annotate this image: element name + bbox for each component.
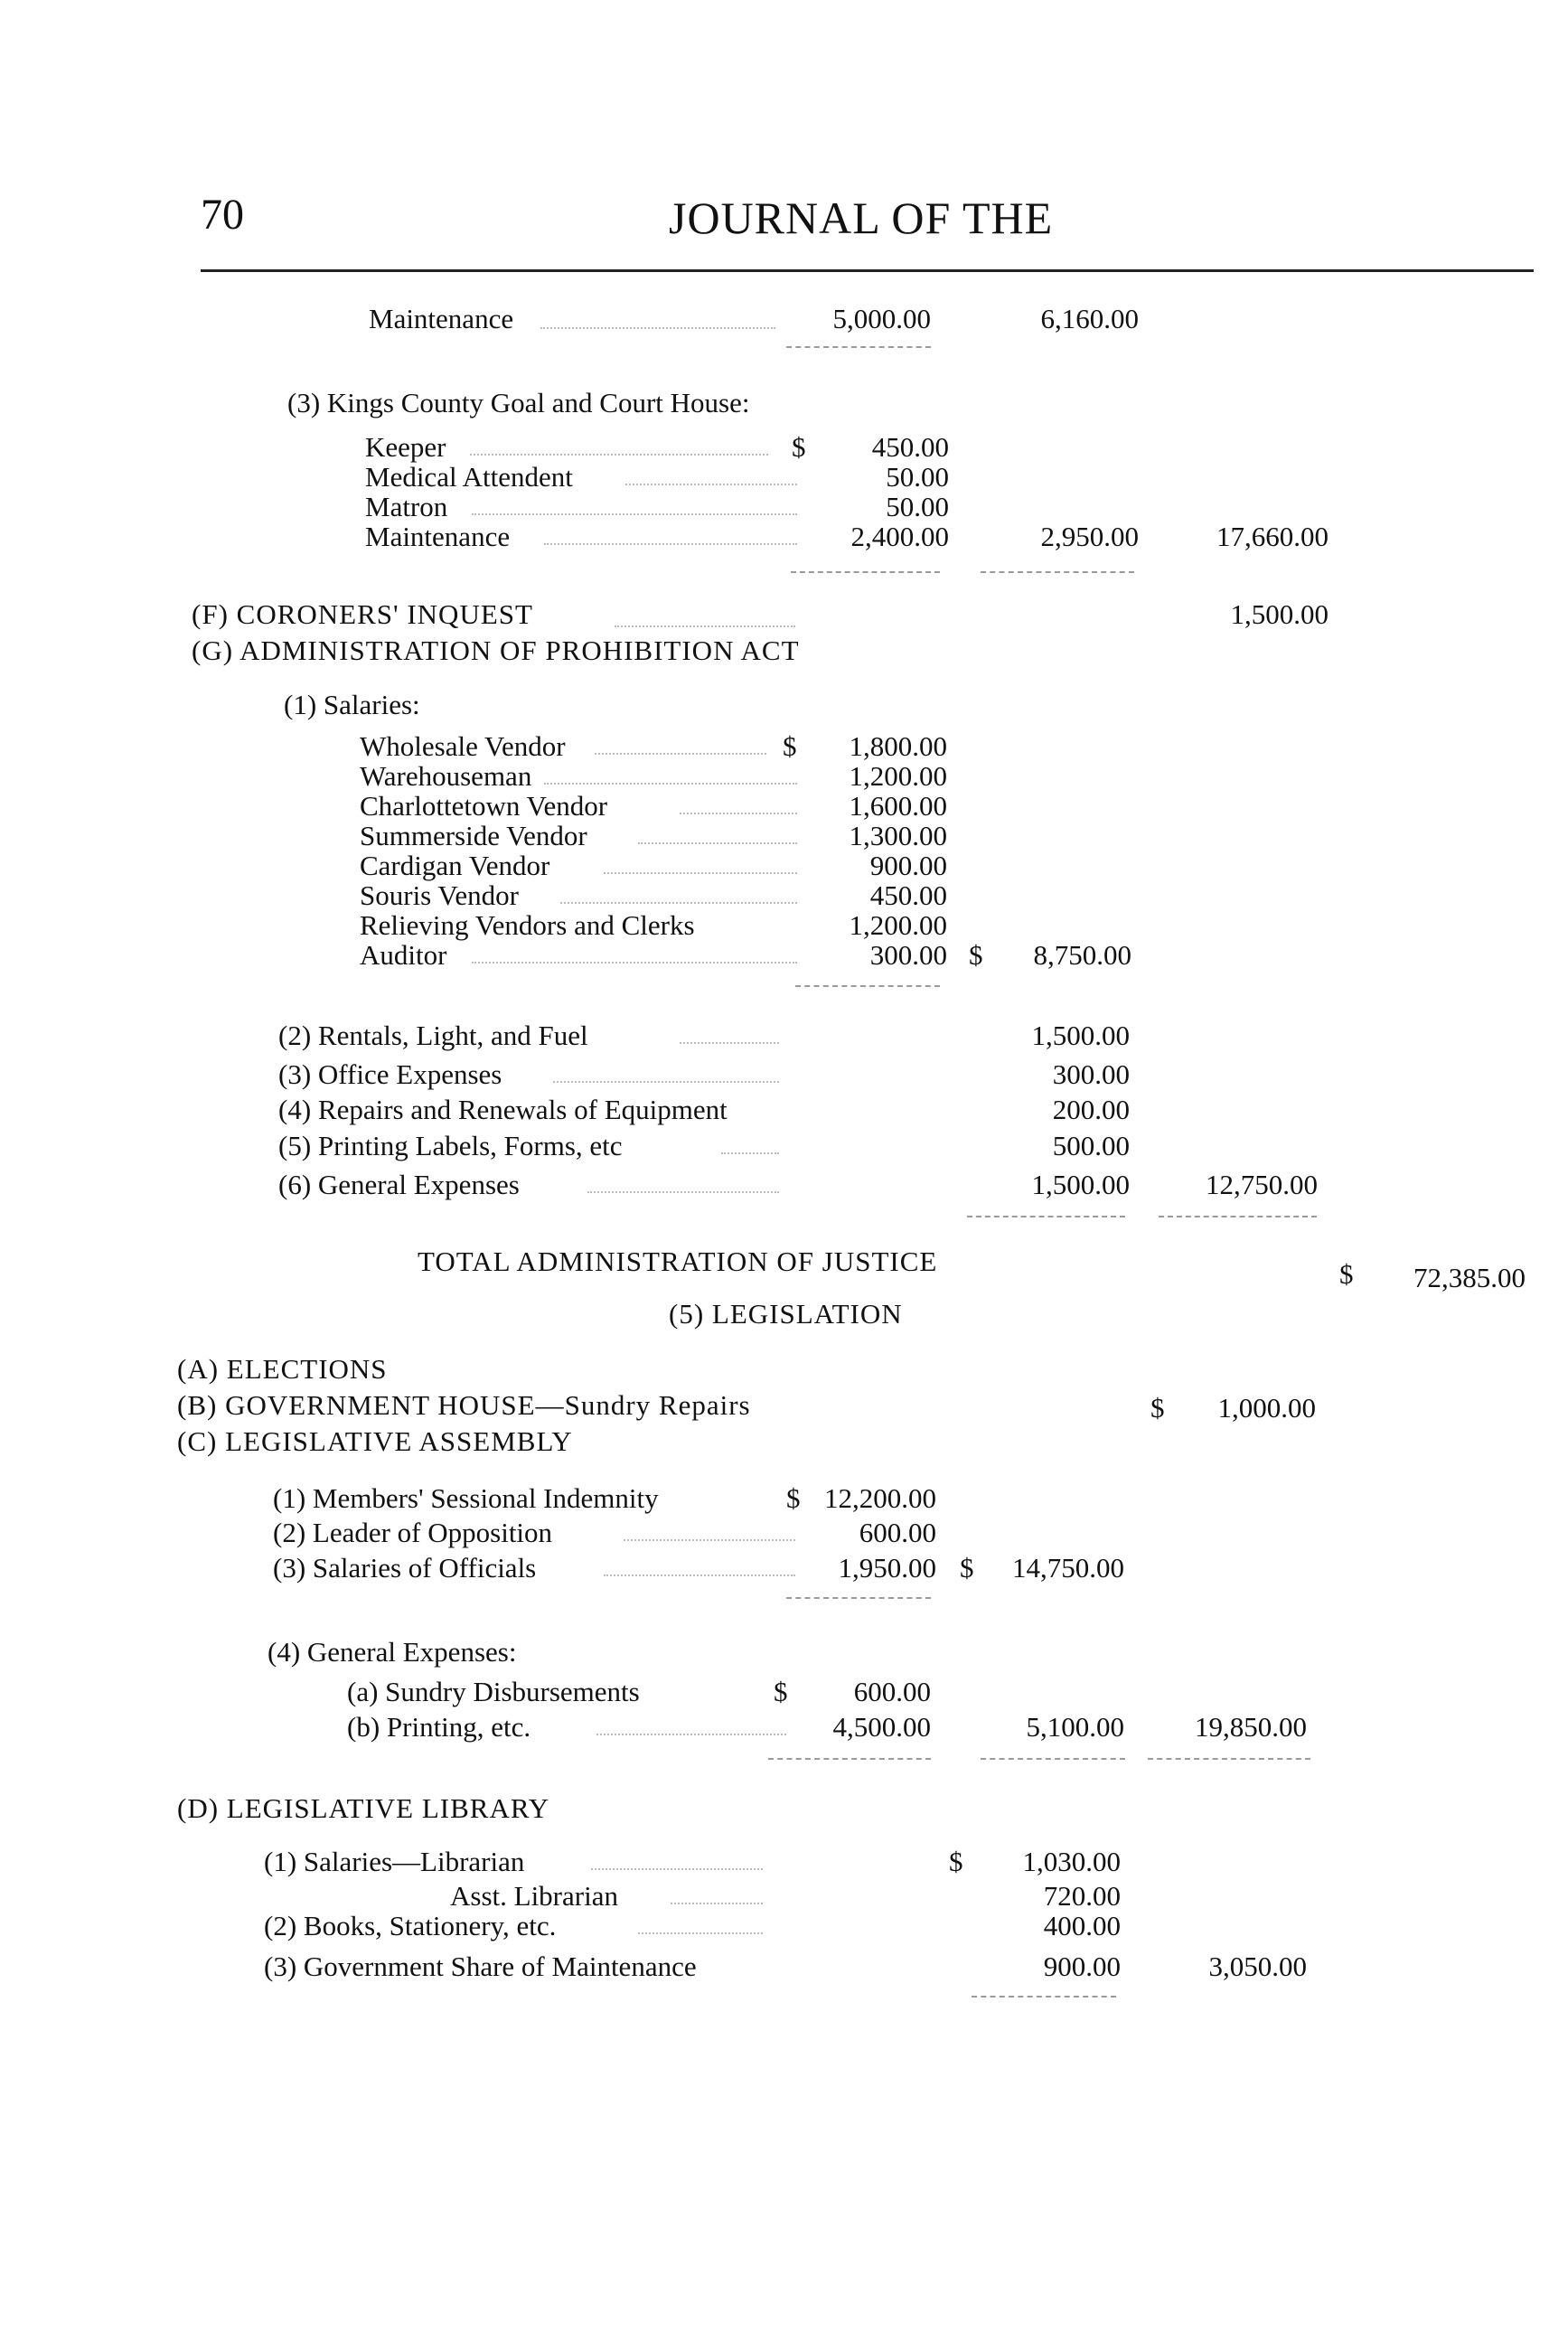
members-indemnity-label: (1) Members' Sessional Indemnity — [273, 1482, 659, 1514]
warehouseman-amount: 1,200.00 — [849, 760, 947, 792]
cardigan-vendor-amount: 900.00 — [869, 850, 947, 881]
subtotal-rule — [768, 1758, 931, 1760]
prohibition-label: (G) ADMINISTRATION OF PROHIBITION ACT — [192, 634, 800, 666]
relieving-vendors-amount: 1,200.00 — [849, 909, 947, 941]
salaries-total: 8,750.00 — [1033, 939, 1131, 971]
subtotal-rule — [1148, 1758, 1310, 1760]
subtotal-rule — [786, 346, 931, 348]
dollar-sign: $ — [1339, 1258, 1354, 1290]
kings-maintenance-label: Maintenance — [365, 521, 511, 552]
asst-librarian-label: Asst. Librarian — [450, 1880, 618, 1912]
kings-subtotal: 2,950.00 — [1040, 521, 1139, 552]
charlottetown-vendor-amount: 1,600.00 — [849, 790, 947, 822]
page-title: JOURNAL OF THE — [669, 193, 1054, 243]
souris-vendor-amount: 450.00 — [869, 879, 947, 911]
members-indemnity-amount: 12,200.00 — [824, 1482, 936, 1514]
wholesale-vendor-amount: 1,800.00 — [849, 730, 947, 762]
general-subtotal: 5,100.00 — [1026, 1711, 1124, 1743]
sundry-disbursements-label: (a) Sundry Disbursements — [347, 1676, 640, 1707]
dollar-sign: $ — [786, 1482, 801, 1514]
maintenance-share-label: (3) Government Share of Maintenance — [264, 1950, 697, 1982]
elections-label: (A) ELECTIONS — [177, 1353, 388, 1385]
subtotal-rule — [981, 571, 1134, 573]
page-number: 70 — [201, 191, 244, 239]
dollar-sign: $ — [774, 1676, 788, 1707]
sundry-disbursements-amount: 600.00 — [853, 1676, 931, 1707]
dollar-sign: $ — [969, 939, 983, 971]
general-expenses-label: (6) General Expenses — [278, 1169, 520, 1200]
auditor-amount: 300.00 — [869, 939, 947, 971]
charlottetown-vendor-label: Charlottetown Vendor — [360, 790, 608, 822]
rentals-label: (2) Rentals, Light, and Fuel — [278, 1020, 588, 1051]
subtotal-rule — [967, 1216, 1125, 1217]
leader — [595, 753, 766, 755]
dollar-sign: $ — [1150, 1392, 1165, 1424]
top-maintenance-label: Maintenance — [369, 303, 514, 334]
medical-attendent-label: Medical Attendent — [365, 461, 573, 493]
leader — [587, 1191, 779, 1193]
leader — [591, 1868, 763, 1870]
dollar-sign: $ — [792, 431, 806, 463]
library-label: (D) LEGISLATIVE LIBRARY — [177, 1792, 550, 1824]
leader — [638, 1932, 763, 1934]
leader — [680, 1042, 779, 1044]
leader — [615, 625, 795, 627]
souris-vendor-label: Souris Vendor — [360, 879, 519, 911]
matron-amount: 50.00 — [886, 491, 949, 522]
keeper-amount: 450.00 — [871, 431, 949, 463]
salaries-officials-label: (3) Salaries of Officials — [273, 1552, 537, 1584]
maintenance-share-amount: 900.00 — [1043, 1950, 1121, 1982]
wholesale-vendor-label: Wholesale Vendor — [360, 730, 566, 762]
subtotal-rule — [786, 1597, 931, 1599]
medical-attendent-amount: 50.00 — [886, 461, 949, 493]
books-amount: 400.00 — [1043, 1910, 1121, 1941]
repairs-label: (4) Repairs and Renewals of Equipment — [278, 1094, 728, 1125]
summerside-vendor-amount: 1,300.00 — [849, 820, 947, 851]
subtotal-rule — [1159, 1216, 1317, 1217]
printing-labels-label: (5) Printing Labels, Forms, etc — [278, 1130, 623, 1161]
assembly-total: 19,850.00 — [1195, 1711, 1307, 1743]
subtotal-rule — [791, 571, 940, 573]
keeper-label: Keeper — [365, 431, 446, 463]
summerside-vendor-label: Summerside Vendor — [360, 820, 587, 851]
leader-opposition-label: (2) Leader of Opposition — [273, 1517, 553, 1548]
printing-labels-amount: 500.00 — [1052, 1130, 1130, 1161]
salaries-officials-amount: 1,950.00 — [838, 1552, 936, 1584]
dollar-sign: $ — [960, 1552, 974, 1584]
government-house-amount: 1,000.00 — [1217, 1392, 1316, 1424]
header-rule — [201, 269, 1534, 272]
rentals-amount: 1,500.00 — [1031, 1020, 1130, 1051]
total-justice-label: TOTAL ADMINISTRATION OF JUSTICE — [418, 1246, 938, 1277]
top-maintenance-total: 6,160.00 — [1040, 303, 1139, 334]
government-house-label: (B) GOVERNMENT HOUSE—Sundry Repairs — [177, 1389, 751, 1421]
library-total: 3,050.00 — [1208, 1950, 1307, 1982]
leader — [553, 1081, 779, 1083]
subtotal-rule — [981, 1758, 1125, 1760]
asst-librarian-amount: 720.00 — [1043, 1880, 1121, 1912]
leader — [472, 513, 797, 515]
dollar-sign: $ — [783, 730, 797, 762]
office-expenses-label: (3) Office Expenses — [278, 1058, 502, 1090]
coroners-label: (F) CORONERS' INQUEST — [192, 598, 533, 630]
leader — [671, 1903, 763, 1904]
leader — [721, 1152, 779, 1154]
legislation-heading: (5) LEGISLATION — [669, 1298, 903, 1330]
librarian-amount: 1,030.00 — [1022, 1846, 1121, 1877]
total-justice-amount: 72,385.00 — [1413, 1262, 1526, 1293]
relieving-vendors-label: Relieving Vendors and Clerks — [360, 909, 695, 941]
general-expenses-amount: 1,500.00 — [1031, 1169, 1130, 1200]
auditor-label: Auditor — [360, 939, 447, 971]
coroners-amount: 1,500.00 — [1230, 598, 1329, 630]
printing-amount: 4,500.00 — [832, 1711, 931, 1743]
kings-total: 17,660.00 — [1216, 521, 1329, 552]
leader — [472, 962, 797, 964]
assembly-label: (C) LEGISLATIVE ASSEMBLY — [177, 1425, 573, 1457]
subtotal-rule — [972, 1996, 1116, 1998]
repairs-amount: 200.00 — [1052, 1094, 1130, 1125]
cardigan-vendor-label: Cardigan Vendor — [360, 850, 550, 881]
leader-opposition-amount: 600.00 — [859, 1517, 936, 1548]
prohibition-total: 12,750.00 — [1206, 1169, 1318, 1200]
salaries-heading: (1) Salaries: — [284, 689, 420, 720]
office-expenses-amount: 300.00 — [1052, 1058, 1130, 1090]
dollar-sign: $ — [949, 1846, 963, 1877]
matron-label: Matron — [365, 491, 448, 522]
general-expenses-heading: (4) General Expenses: — [268, 1636, 517, 1668]
books-label: (2) Books, Stationery, etc. — [264, 1910, 557, 1941]
librarian-label: (1) Salaries—Librarian — [264, 1846, 525, 1877]
warehouseman-label: Warehouseman — [360, 760, 532, 792]
kings-maintenance-amount: 2,400.00 — [850, 521, 949, 552]
kings-heading: (3) Kings County Goal and Court House: — [287, 387, 750, 418]
printing-label: (b) Printing, etc. — [347, 1711, 531, 1743]
assembly-subtotal: 14,750.00 — [1012, 1552, 1124, 1584]
leader — [470, 454, 768, 456]
top-maintenance-amount: 5,000.00 — [832, 303, 931, 334]
subtotal-rule — [795, 985, 940, 987]
leader — [540, 327, 775, 329]
